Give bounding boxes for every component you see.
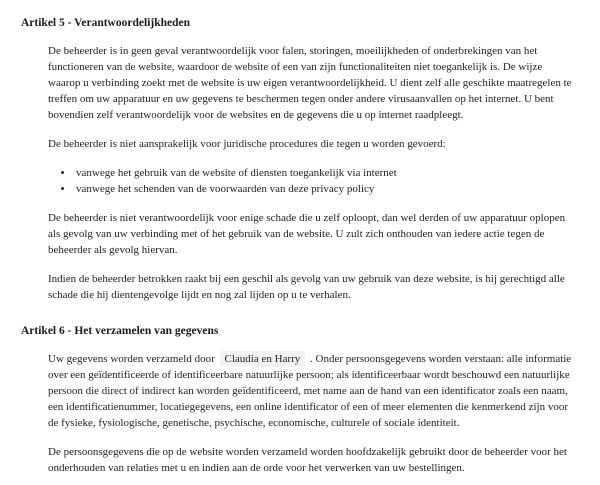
article5-paragraph-3: De beheerder is niet verantwoordelijk voor enige schade die u zelf oploopt, dan wel derden of uw apparatuur oplopen als gevolg van uw verbinding met of het gebruik van de website. U zult zich onthouden van iedere actie tegen de beheerder als gevolg hiervan.	[48, 212, 566, 256]
collector-paragraph-before: Uw gegevens worden verzameld door	[48, 353, 218, 365]
collector-paragraph-after: . Onder persoonsgegevens worden verstaan: alle informatie over een geïdentificeerde of identificeerbare natuurlijke persoon; als identificeerbaar wordt beschouwd een natuurlijke persoon die direct of indirect kan worden geïdentificeerd, met name aan de hand van een identificator zoals een naam, een identificatienummer, locatiegegevens, een online identificator of een of meer elementen die kenmerkend zijn voor de fysieke, fysiologische, genetische, psychische, economische, culturele of sociale identiteit.	[48, 353, 572, 429]
article5-heading: Artikel 5 - Verantwoordelijkheden	[21, 17, 190, 29]
article6-paragraph-2: De persoonsgegevens die op de website worden verzameld worden hoofdzakelijk gebruikt door de beheerder voor het onderhouden van relaties met u en indien aan de orde voor het verwerken van uw bestellingen.	[48, 446, 567, 474]
bullet-item: • vanwege het gebruik van de website of diensten toegankelijk via internet	[74, 165, 576, 181]
article5-paragraph-4: Indien de beheerder betrokken raakt bij een geschil als gevolg van uw gebruik van deze website, is hij gerechtigd alle schade die hij dientengevolge lijdt en nog zal lijden op u te verhalen.	[48, 273, 565, 301]
article6-heading: Artikel 6 - Het verzamelen van gegevens	[21, 325, 219, 337]
article6-paragraph-1	[48, 351, 576, 431]
collector-name-field[interactable]: Claudia en Harry	[220, 351, 306, 367]
article5-bullet-list	[48, 165, 576, 197]
article5-paragraph-2: De beheerder is niet aansprakelijk voor juridische procedures die tegen u worden gevoerd:	[48, 138, 446, 150]
bullet-item: • vanwege het schenden van de voorwaarden van deze privacy policy	[74, 181, 576, 197]
article5-paragraph-1: De beheerder is in geen geval verantwoordelijk voor falen, storingen, moeilijkheden of onderbrekingen van het functioneren van de website, waardoor de website of een van zijn functionaliteiten niet toegankelijk is. De wijze waarop u verbinding zoekt met de website is uw eigen verantwoordelijkheid. U dient zelf alle geschikte maatregelen te treffen om uw apparatuur en uw gegevens te beschermen tegen onder andere virusaanvallen op het internet. U bent bovendien zelf verantwoordelijk voor de websites en de gegevens die u op internet raadpleegt.	[48, 45, 572, 121]
